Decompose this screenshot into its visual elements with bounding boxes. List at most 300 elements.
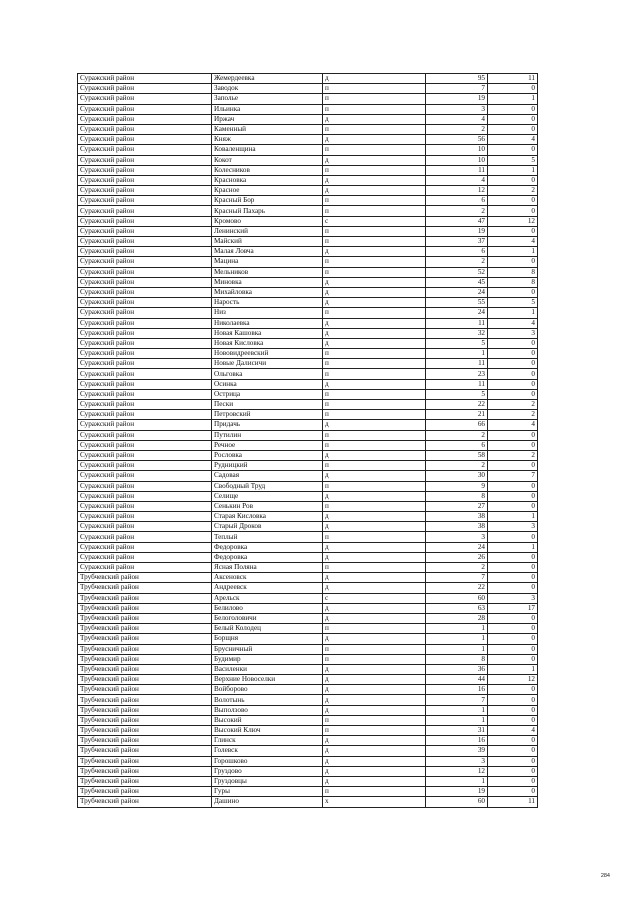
count-cell: 55 xyxy=(426,298,488,308)
settlement-cell: Войборово xyxy=(212,685,323,695)
secondary-count-cell: 3 xyxy=(488,593,538,603)
settlement-type-cell: п xyxy=(323,196,426,206)
settlement-cell: Кромово xyxy=(212,216,323,226)
count-cell: 11 xyxy=(426,318,488,328)
settlement-cell: Селище xyxy=(212,491,323,501)
table-row xyxy=(78,471,538,481)
count-cell: 66 xyxy=(426,420,488,430)
district-cell: Суражский район xyxy=(78,318,212,328)
district-cell: Суражский район xyxy=(78,186,212,196)
district-cell: Суражский район xyxy=(78,267,212,277)
settlement-cell: Груздовцы xyxy=(212,776,323,786)
secondary-count-cell: 0 xyxy=(488,552,538,562)
settlement-type-cell: д xyxy=(323,491,426,501)
table-row xyxy=(78,74,538,84)
settlement-cell: Красный Бор xyxy=(212,196,323,206)
district-cell: Суражский район xyxy=(78,287,212,297)
district-cell: Суражский район xyxy=(78,522,212,532)
settlement-type-cell: п xyxy=(323,84,426,94)
district-cell: Суражский район xyxy=(78,379,212,389)
count-cell: 2 xyxy=(426,563,488,573)
secondary-count-cell: 0 xyxy=(488,583,538,593)
district-cell: Трубчевский район xyxy=(78,695,212,705)
secondary-count-cell: 11 xyxy=(488,74,538,84)
settlement-type-cell: д xyxy=(323,685,426,695)
count-cell: 60 xyxy=(426,797,488,807)
secondary-count-cell: 0 xyxy=(488,685,538,695)
secondary-count-cell: 4 xyxy=(488,420,538,430)
table-row xyxy=(78,756,538,766)
table-row xyxy=(78,695,538,705)
table-row xyxy=(78,573,538,583)
table-row xyxy=(78,114,538,124)
settlement-cell: Старая Кисловка xyxy=(212,512,323,522)
settlement-type-cell: д xyxy=(323,155,426,165)
table-row xyxy=(78,196,538,206)
count-cell: 7 xyxy=(426,84,488,94)
table-row xyxy=(78,552,538,562)
district-cell: Суражский район xyxy=(78,206,212,216)
district-cell: Суражский район xyxy=(78,165,212,175)
district-cell: Трубчевский район xyxy=(78,573,212,583)
settlement-type-cell: д xyxy=(323,318,426,328)
settlement-type-cell: п xyxy=(323,359,426,369)
secondary-count-cell: 4 xyxy=(488,726,538,736)
district-cell: Суражский район xyxy=(78,74,212,84)
district-cell: Суражский район xyxy=(78,226,212,236)
settlement-cell: Борщня xyxy=(212,634,323,644)
district-cell: Суражский район xyxy=(78,563,212,573)
secondary-count-cell: 0 xyxy=(488,695,538,705)
settlement-type-cell: п xyxy=(323,206,426,216)
secondary-count-cell: 0 xyxy=(488,287,538,297)
settlement-type-cell: п xyxy=(323,501,426,511)
table-row xyxy=(78,349,538,359)
secondary-count-cell: 2 xyxy=(488,410,538,420)
table-row xyxy=(78,389,538,399)
count-cell: 2 xyxy=(426,124,488,134)
secondary-count-cell: 0 xyxy=(488,104,538,114)
table-row xyxy=(78,624,538,634)
settlement-type-cell: д xyxy=(323,277,426,287)
settlement-type-cell: п xyxy=(323,124,426,134)
district-cell: Суражский район xyxy=(78,94,212,104)
settlement-cell: Голевск xyxy=(212,746,323,756)
settlement-cell: Новая Кисловка xyxy=(212,338,323,348)
secondary-count-cell: 0 xyxy=(488,563,538,573)
count-cell: 60 xyxy=(426,593,488,603)
settlement-type-cell: д xyxy=(323,328,426,338)
table-row xyxy=(78,338,538,348)
count-cell: 8 xyxy=(426,654,488,664)
count-cell: 47 xyxy=(426,216,488,226)
settlement-type-cell: п xyxy=(323,787,426,797)
table-row xyxy=(78,94,538,104)
table-row xyxy=(78,797,538,807)
secondary-count-cell: 0 xyxy=(488,257,538,267)
settlement-cell: Новая Кашовка xyxy=(212,328,323,338)
settlement-type-cell: д xyxy=(323,247,426,257)
settlement-cell: Низ xyxy=(212,308,323,318)
settlement-type-cell: д xyxy=(323,135,426,145)
district-cell: Суражский район xyxy=(78,175,212,185)
table-row xyxy=(78,104,538,114)
count-cell: 22 xyxy=(426,400,488,410)
table-row xyxy=(78,450,538,460)
table-row xyxy=(78,277,538,287)
settlement-type-cell: д xyxy=(323,573,426,583)
secondary-count-cell: 1 xyxy=(488,247,538,257)
table-row xyxy=(78,715,538,725)
settlement-cell: Кокот xyxy=(212,155,323,165)
count-cell: 3 xyxy=(426,532,488,542)
table-row xyxy=(78,563,538,573)
table-row xyxy=(78,481,538,491)
table-row xyxy=(78,726,538,736)
count-cell: 38 xyxy=(426,512,488,522)
table-row xyxy=(78,593,538,603)
settlement-type-cell: д xyxy=(323,583,426,593)
count-cell: 22 xyxy=(426,583,488,593)
district-cell: Трубчевский район xyxy=(78,776,212,786)
table-row xyxy=(78,359,538,369)
district-cell: Суражский район xyxy=(78,84,212,94)
settlement-cell: Иржач xyxy=(212,114,323,124)
settlement-type-cell: д xyxy=(323,512,426,522)
table-row xyxy=(78,613,538,623)
count-cell: 19 xyxy=(426,226,488,236)
count-cell: 3 xyxy=(426,756,488,766)
district-cell: Трубчевский район xyxy=(78,644,212,654)
district-cell: Суражский район xyxy=(78,410,212,420)
secondary-count-cell: 8 xyxy=(488,277,538,287)
settlement-type-cell: п xyxy=(323,389,426,399)
settlement-type-cell: д xyxy=(323,705,426,715)
settlement-type-cell: д xyxy=(323,379,426,389)
secondary-count-cell: 0 xyxy=(488,654,538,664)
district-cell: Суражский район xyxy=(78,512,212,522)
district-cell: Суражский район xyxy=(78,114,212,124)
settlement-cell: Дашино xyxy=(212,797,323,807)
settlement-cell: Арельск xyxy=(212,593,323,603)
settlement-type-cell: д xyxy=(323,552,426,562)
settlement-cell: Высокий Ключ xyxy=(212,726,323,736)
district-cell: Суражский район xyxy=(78,491,212,501)
settlement-type-cell: п xyxy=(323,563,426,573)
settlement-type-cell: п xyxy=(323,430,426,440)
settlement-cell: Петровский xyxy=(212,410,323,420)
settlement-type-cell: д xyxy=(323,675,426,685)
table-row xyxy=(78,430,538,440)
settlement-type-cell: п xyxy=(323,257,426,267)
district-cell: Суражский район xyxy=(78,389,212,399)
district-cell: Трубчевский район xyxy=(78,624,212,634)
settlement-cell: Жемердеевка xyxy=(212,74,323,84)
settlement-cell: Садовая xyxy=(212,471,323,481)
district-cell: Трубчевский район xyxy=(78,654,212,664)
secondary-count-cell: 0 xyxy=(488,369,538,379)
settlement-type-cell: д xyxy=(323,74,426,84)
district-cell: Трубчевский район xyxy=(78,787,212,797)
settlement-type-cell: п xyxy=(323,369,426,379)
settlement-cell: Белоголовичи xyxy=(212,613,323,623)
secondary-count-cell: 8 xyxy=(488,267,538,277)
district-cell: Трубчевский район xyxy=(78,756,212,766)
count-cell: 10 xyxy=(426,155,488,165)
secondary-count-cell: 0 xyxy=(488,430,538,440)
count-cell: 36 xyxy=(426,664,488,674)
table-row xyxy=(78,298,538,308)
district-cell: Суражский район xyxy=(78,338,212,348)
secondary-count-cell: 0 xyxy=(488,501,538,511)
settlement-cell: Высокий xyxy=(212,715,323,725)
district-cell: Суражский район xyxy=(78,481,212,491)
table-row xyxy=(78,186,538,196)
secondary-count-cell: 0 xyxy=(488,114,538,124)
settlement-cell: Малая Ловча xyxy=(212,247,323,257)
secondary-count-cell: 0 xyxy=(488,206,538,216)
district-cell: Трубчевский район xyxy=(78,715,212,725)
settlement-type-cell: д xyxy=(323,603,426,613)
secondary-count-cell: 11 xyxy=(488,797,538,807)
count-cell: 3 xyxy=(426,104,488,114)
district-cell: Трубчевский район xyxy=(78,675,212,685)
district-cell: Суражский район xyxy=(78,298,212,308)
count-cell: 31 xyxy=(426,726,488,736)
table-row xyxy=(78,766,538,776)
secondary-count-cell: 4 xyxy=(488,318,538,328)
count-cell: 2 xyxy=(426,206,488,216)
secondary-count-cell: 0 xyxy=(488,573,538,583)
settlement-type-cell: п xyxy=(323,461,426,471)
count-cell: 1 xyxy=(426,715,488,725)
settlement-cell: Федоровка xyxy=(212,552,323,562)
table-row xyxy=(78,583,538,593)
settlement-type-cell: д xyxy=(323,766,426,776)
count-cell: 52 xyxy=(426,267,488,277)
settlements-table xyxy=(77,73,538,808)
district-cell: Трубчевский район xyxy=(78,736,212,746)
secondary-count-cell: 2 xyxy=(488,186,538,196)
table-row xyxy=(78,226,538,236)
district-cell: Суражский район xyxy=(78,461,212,471)
settlement-cell: Выползово xyxy=(212,705,323,715)
table-row xyxy=(78,135,538,145)
district-cell: Суражский район xyxy=(78,104,212,114)
district-cell: Трубчевский район xyxy=(78,634,212,644)
settlement-cell: Михайловка xyxy=(212,287,323,297)
table-row xyxy=(78,522,538,532)
count-cell: 1 xyxy=(426,705,488,715)
page-number: 284 xyxy=(600,873,610,879)
settlement-type-cell: д xyxy=(323,695,426,705)
count-cell: 11 xyxy=(426,359,488,369)
settlement-type-cell: п xyxy=(323,654,426,664)
district-cell: Суражский район xyxy=(78,440,212,450)
district-cell: Суражский район xyxy=(78,552,212,562)
count-cell: 16 xyxy=(426,685,488,695)
secondary-count-cell: 0 xyxy=(488,776,538,786)
count-cell: 4 xyxy=(426,175,488,185)
count-cell: 1 xyxy=(426,644,488,654)
settlement-type-cell: д xyxy=(323,756,426,766)
district-cell: Суражский район xyxy=(78,216,212,226)
district-cell: Суражский район xyxy=(78,257,212,267)
settlement-type-cell: с xyxy=(323,216,426,226)
settlement-type-cell: д xyxy=(323,613,426,623)
table-row xyxy=(78,247,538,257)
settlement-cell: Новые Далисичи xyxy=(212,359,323,369)
count-cell: 10 xyxy=(426,145,488,155)
settlement-type-cell: д xyxy=(323,522,426,532)
settlement-cell: Николаевка xyxy=(212,318,323,328)
settlement-type-cell: п xyxy=(323,715,426,725)
settlement-cell: Нововидреевский xyxy=(212,349,323,359)
count-cell: 8 xyxy=(426,491,488,501)
count-cell: 45 xyxy=(426,277,488,287)
table-row xyxy=(78,308,538,318)
settlement-type-cell: п xyxy=(323,308,426,318)
settlement-type-cell: п xyxy=(323,349,426,359)
table-row xyxy=(78,685,538,695)
settlements-table-body xyxy=(78,74,538,808)
table-row xyxy=(78,318,538,328)
district-cell: Трубчевский район xyxy=(78,685,212,695)
settlement-cell: Ильинка xyxy=(212,104,323,114)
district-cell: Суражский район xyxy=(78,349,212,359)
settlement-cell: Глинск xyxy=(212,736,323,746)
settlement-cell: Ольговка xyxy=(212,369,323,379)
count-cell: 24 xyxy=(426,542,488,552)
table-row xyxy=(78,257,538,267)
count-cell: 6 xyxy=(426,196,488,206)
table-row xyxy=(78,175,538,185)
secondary-count-cell: 4 xyxy=(488,135,538,145)
table-row xyxy=(78,328,538,338)
secondary-count-cell: 0 xyxy=(488,196,538,206)
settlement-cell: Брусничный xyxy=(212,644,323,654)
settlement-type-cell: д xyxy=(323,634,426,644)
count-cell: 58 xyxy=(426,450,488,460)
settlement-type-cell: п xyxy=(323,104,426,114)
table-row xyxy=(78,787,538,797)
secondary-count-cell: 1 xyxy=(488,542,538,552)
secondary-count-cell: 3 xyxy=(488,328,538,338)
table-row xyxy=(78,675,538,685)
settlement-type-cell: п xyxy=(323,624,426,634)
secondary-count-cell: 0 xyxy=(488,359,538,369)
district-cell: Суражский район xyxy=(78,532,212,542)
count-cell: 1 xyxy=(426,349,488,359)
district-cell: Трубчевский район xyxy=(78,766,212,776)
settlement-cell: Красный Пахарь xyxy=(212,206,323,216)
count-cell: 38 xyxy=(426,522,488,532)
settlement-cell: Василенки xyxy=(212,664,323,674)
district-cell: Трубчевский район xyxy=(78,613,212,623)
count-cell: 11 xyxy=(426,165,488,175)
settlement-type-cell: д xyxy=(323,471,426,481)
settlement-cell: Волотынь xyxy=(212,695,323,705)
settlement-cell: Андреевск xyxy=(212,583,323,593)
count-cell: 24 xyxy=(426,308,488,318)
secondary-count-cell: 5 xyxy=(488,155,538,165)
count-cell: 19 xyxy=(426,94,488,104)
table-row xyxy=(78,369,538,379)
settlement-cell: Будимир xyxy=(212,654,323,664)
count-cell: 9 xyxy=(426,481,488,491)
settlement-cell: Груздово xyxy=(212,766,323,776)
settlement-type-cell: д xyxy=(323,542,426,552)
settlement-type-cell: п xyxy=(323,726,426,736)
settlement-type-cell: п xyxy=(323,481,426,491)
settlement-cell: Верхние Новоселки xyxy=(212,675,323,685)
settlement-cell: Осинка xyxy=(212,379,323,389)
table-row xyxy=(78,603,538,613)
settlement-type-cell: д xyxy=(323,776,426,786)
secondary-count-cell: 0 xyxy=(488,175,538,185)
secondary-count-cell: 0 xyxy=(488,491,538,501)
secondary-count-cell: 0 xyxy=(488,715,538,725)
secondary-count-cell: 0 xyxy=(488,349,538,359)
secondary-count-cell: 3 xyxy=(488,522,538,532)
secondary-count-cell: 12 xyxy=(488,216,538,226)
secondary-count-cell: 17 xyxy=(488,603,538,613)
count-cell: 37 xyxy=(426,237,488,247)
table-row xyxy=(78,776,538,786)
district-cell: Суражский район xyxy=(78,369,212,379)
count-cell: 28 xyxy=(426,613,488,623)
settlement-type-cell: д xyxy=(323,420,426,430)
district-cell: Суражский район xyxy=(78,237,212,247)
settlement-cell: Свободный Труд xyxy=(212,481,323,491)
table-row xyxy=(78,124,538,134)
count-cell: 44 xyxy=(426,675,488,685)
table-row xyxy=(78,664,538,674)
table-row xyxy=(78,461,538,471)
table-row xyxy=(78,379,538,389)
table-row xyxy=(78,746,538,756)
count-cell: 1 xyxy=(426,776,488,786)
count-cell: 39 xyxy=(426,746,488,756)
district-cell: Трубчевский район xyxy=(78,726,212,736)
secondary-count-cell: 0 xyxy=(488,338,538,348)
settlement-cell: Заводок xyxy=(212,84,323,94)
secondary-count-cell: 12 xyxy=(488,675,538,685)
secondary-count-cell: 2 xyxy=(488,450,538,460)
settlement-type-cell: д xyxy=(323,287,426,297)
settlement-cell: Княж xyxy=(212,135,323,145)
settlement-type-cell: п xyxy=(323,237,426,247)
settlement-type-cell: п xyxy=(323,644,426,654)
count-cell: 4 xyxy=(426,114,488,124)
secondary-count-cell: 0 xyxy=(488,440,538,450)
settlement-type-cell: п xyxy=(323,165,426,175)
count-cell: 23 xyxy=(426,369,488,379)
count-cell: 11 xyxy=(426,379,488,389)
count-cell: 5 xyxy=(426,338,488,348)
district-cell: Суражский район xyxy=(78,501,212,511)
secondary-count-cell: 0 xyxy=(488,226,538,236)
secondary-count-cell: 0 xyxy=(488,481,538,491)
count-cell: 19 xyxy=(426,787,488,797)
settlement-cell: Миновка xyxy=(212,277,323,287)
secondary-count-cell: 1 xyxy=(488,165,538,175)
count-cell: 2 xyxy=(426,461,488,471)
secondary-count-cell: 0 xyxy=(488,124,538,134)
settlement-type-cell: п xyxy=(323,410,426,420)
count-cell: 6 xyxy=(426,440,488,450)
count-cell: 63 xyxy=(426,603,488,613)
